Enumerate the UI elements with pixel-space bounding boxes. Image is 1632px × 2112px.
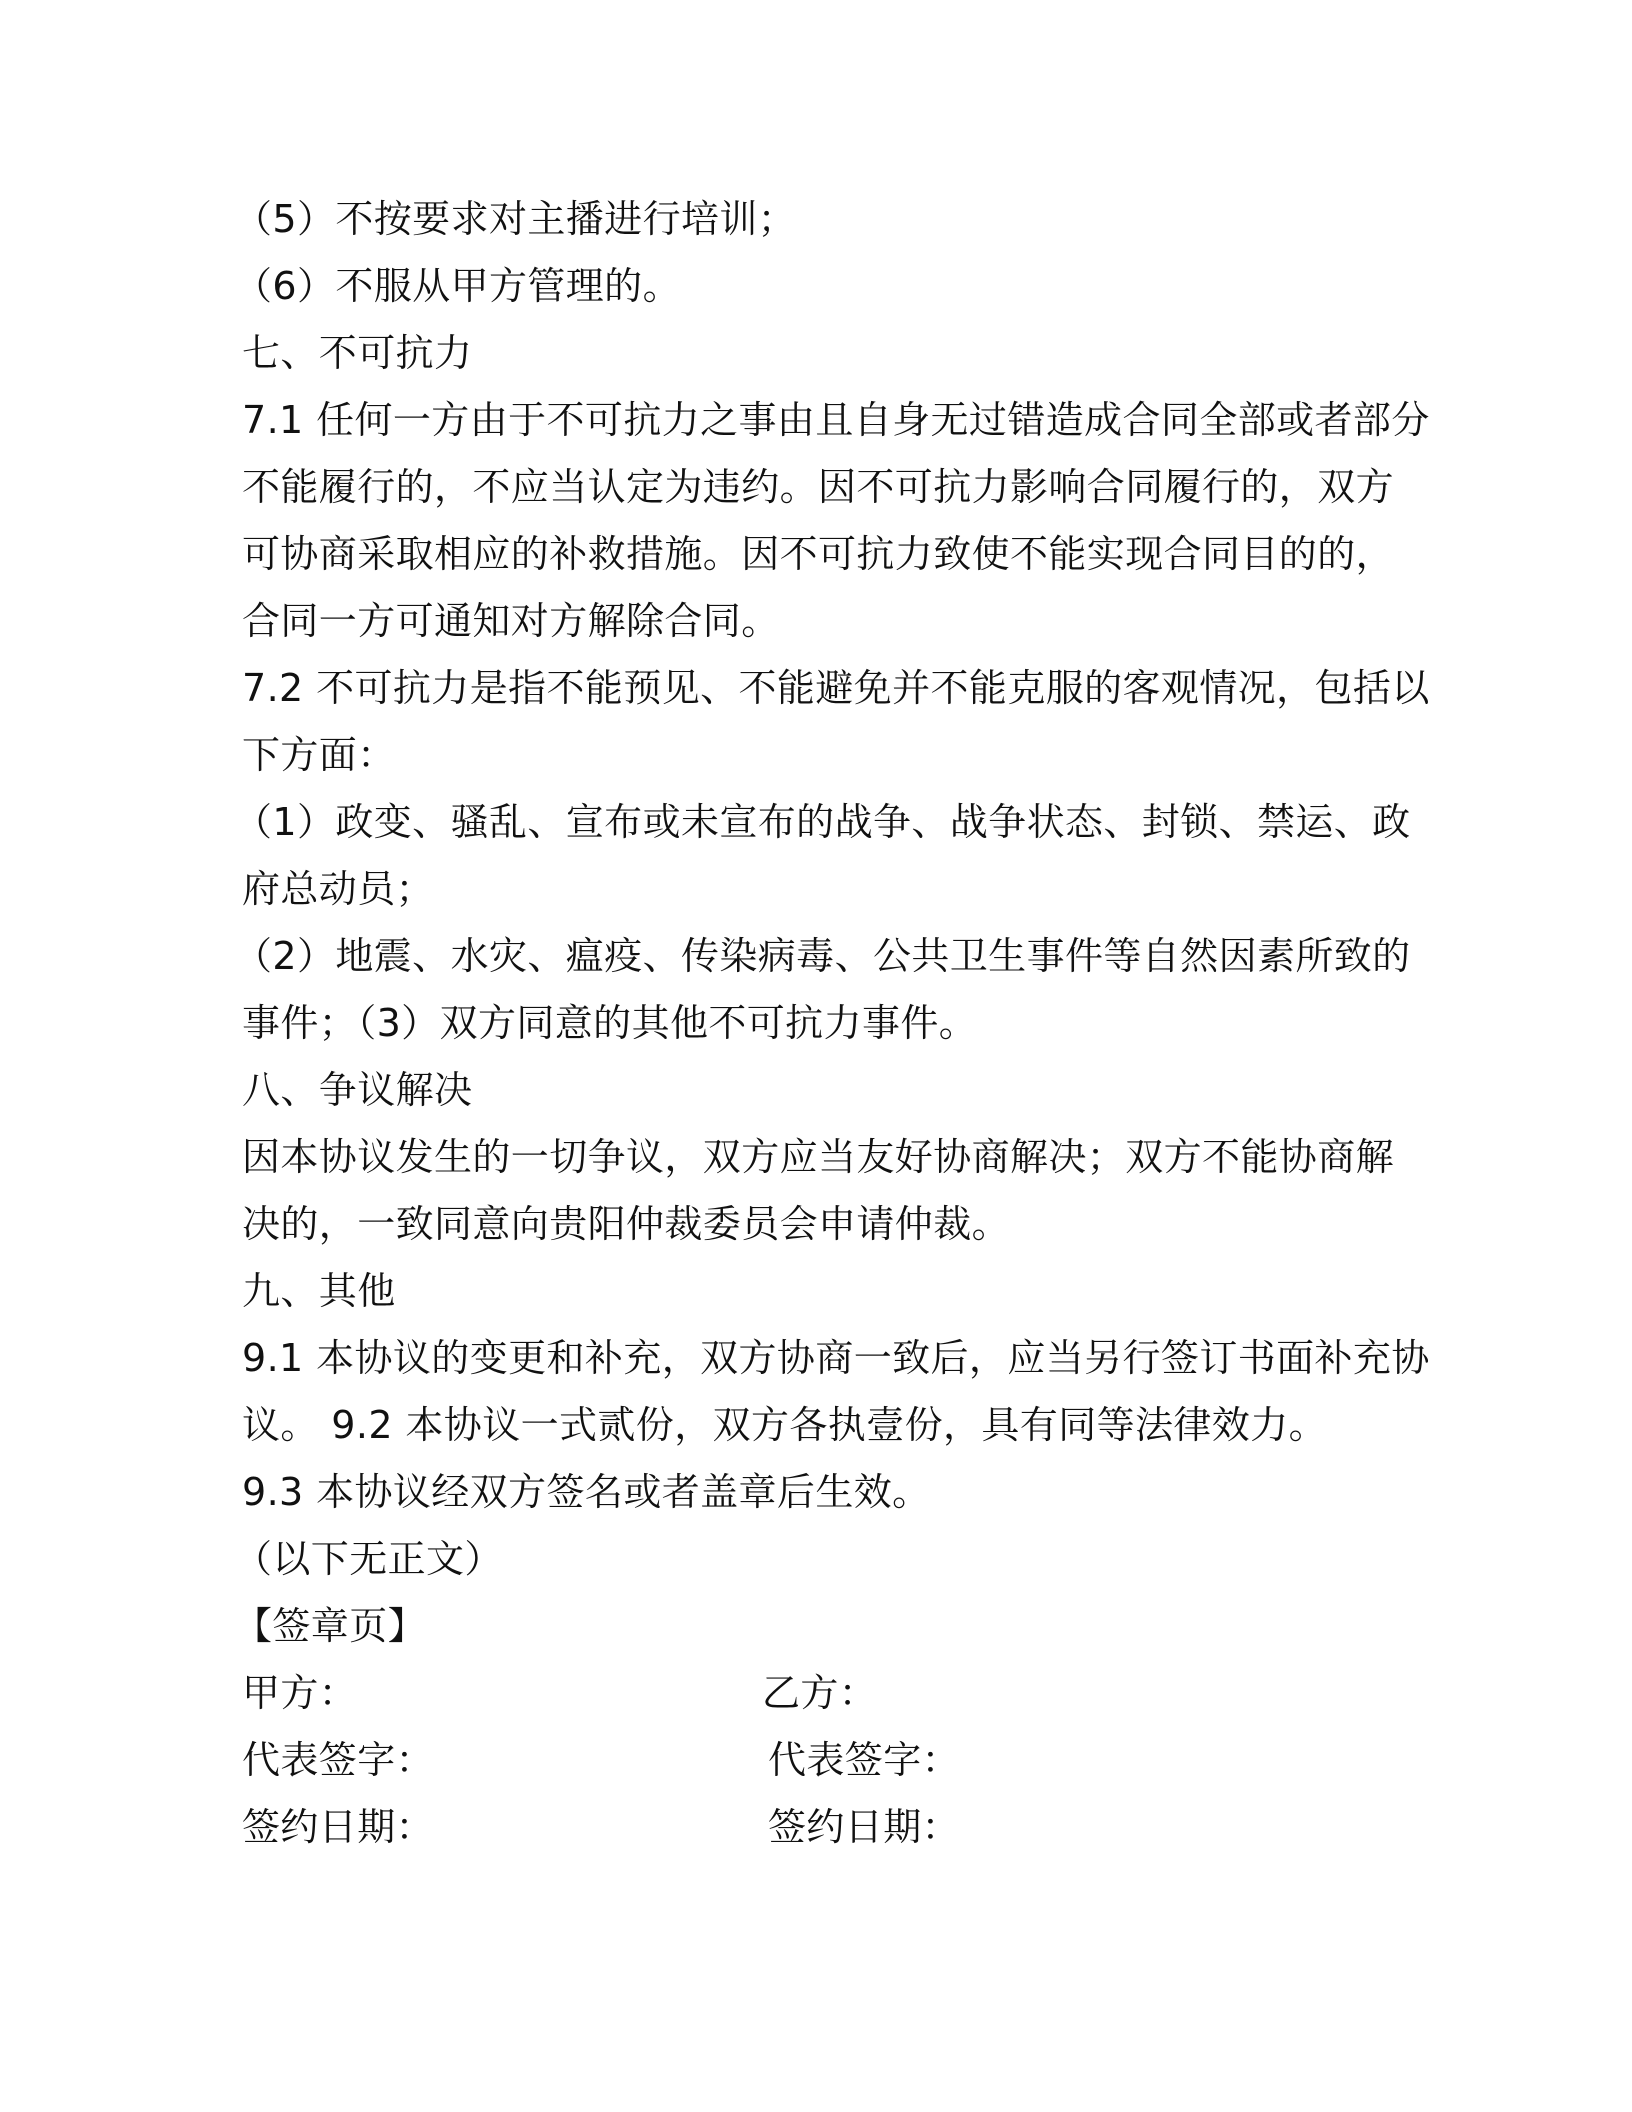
clause-line: （1）政变、骚乱、宣布或未宣布的战争、战争状态、封锁、禁运、政 (234, 800, 1411, 844)
clause-line: 9.1 本协议的变更和补充，双方协商一致后，应当另行签订书面补充协 (242, 1336, 1430, 1380)
signature-page-heading: 【签章页】 (234, 1604, 427, 1648)
clause-line: （2）地震、水灾、瘟疫、传染病毒、公共卫生事件等自然因素所致的 (234, 934, 1411, 978)
signature-row-representatives (242, 1727, 1397, 1794)
party-a-rep-sign-label: 代表签字： (242, 1738, 435, 1782)
party-b-rep-sign-label: 代表签字： (768, 1738, 961, 1782)
party-b-label: 乙方： (762, 1671, 878, 1715)
clause-line: 9.3 本协议经双方签名或者盖章后生效。 (242, 1470, 931, 1514)
section-heading: 八、争议解决 (242, 1068, 473, 1112)
party-b-sign-date-label: 签约日期： (768, 1805, 961, 1849)
clause-line: 不能履行的，不应当认定为违约。因不可抗力影响合同履行的，双方 (242, 465, 1395, 509)
party-a-sign-date-label: 签约日期： (242, 1805, 435, 1849)
document-body (234, 186, 1430, 1861)
no-text-below-note: （以下无正文） (234, 1537, 503, 1581)
party-a-label: 甲方： (242, 1671, 358, 1715)
clause-line: 7.1 任何一方由于不可抗力之事由且自身无过错造成合同全部或者部分 (242, 398, 1430, 442)
clause-line: 可协商采取相应的补救措施。因不可抗力致使不能实现合同目的的， (242, 532, 1395, 576)
clause-line: 议。 9.2 本协议一式贰份，双方各执壹份，具有同等法律效力。 (242, 1403, 1327, 1447)
clause-line: 7.2 不可抗力是指不能预见、不能避免并不能克服的客观情况，包括以 (242, 666, 1430, 710)
clause-line: （5）不按要求对主播进行培训； (234, 197, 797, 241)
clause-line: 下方面： (242, 733, 396, 777)
clause-line: （6）不服从甲方管理的。 (234, 264, 681, 308)
clause-line: 决的，一致同意向贵阳仲裁委员会申请仲裁。 (242, 1202, 1011, 1246)
signature-row-dates (242, 1794, 1397, 1861)
section-heading: 九、其他 (242, 1269, 396, 1313)
signature-row-parties (242, 1660, 1397, 1727)
clause-line: 合同一方可通知对方解除合同。 (242, 599, 780, 643)
clause-line: 府总动员； (242, 867, 435, 911)
clause-line: 因本协议发生的一切争议，双方应当友好协商解决；双方不能协商解 (242, 1135, 1395, 1179)
section-heading: 七、不可抗力 (242, 331, 473, 375)
clause-line: 事件；（3）双方同意的其他不可抗力事件。 (242, 1001, 978, 1045)
